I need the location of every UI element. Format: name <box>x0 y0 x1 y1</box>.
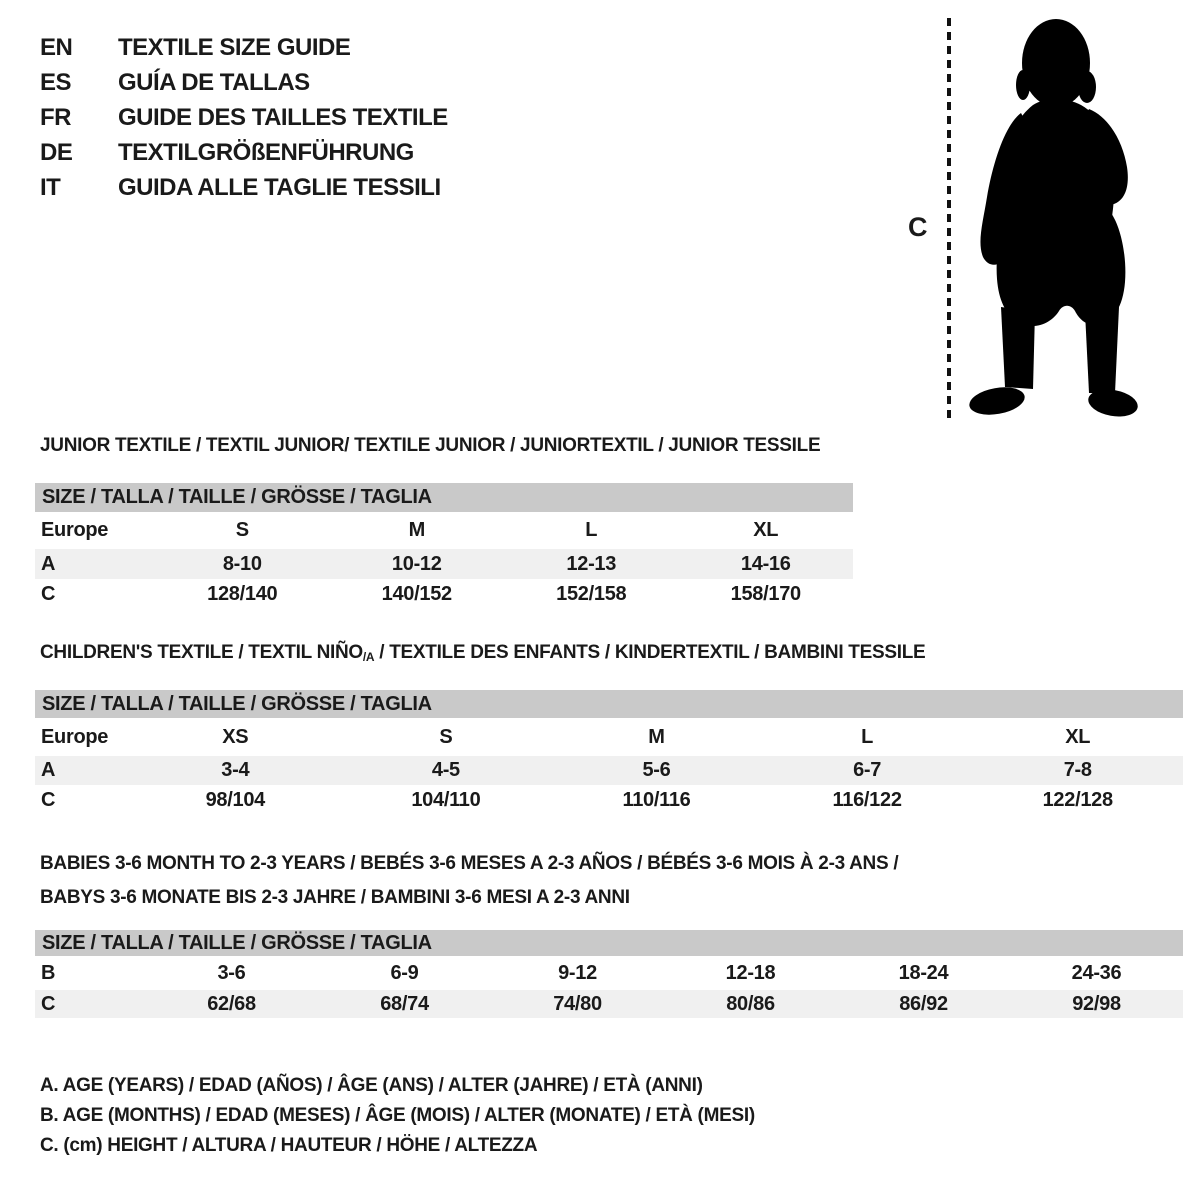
table-cell: 104/110 <box>411 788 481 811</box>
language-code: IT <box>40 173 61 201</box>
babies-section-title <box>40 847 898 915</box>
table-row <box>35 512 853 549</box>
table-cell: 152/158 <box>556 583 627 605</box>
babies-size-table <box>35 930 1183 1018</box>
table-cell: 98/104 <box>205 788 265 811</box>
table-cell: S <box>439 725 453 748</box>
table-cell: 10-12 <box>391 552 442 575</box>
table-cell: XS <box>222 725 249 748</box>
language-row <box>40 170 448 205</box>
children-section-title <box>40 642 925 664</box>
table-cell: 6-7 <box>853 759 882 781</box>
language-title: GUÍA DE TALLAS <box>118 68 310 96</box>
row-label: B <box>41 961 56 984</box>
table-cell: 110/116 <box>622 788 691 811</box>
table-cell: 62/68 <box>207 992 256 1015</box>
table-cell: 92/98 <box>1072 992 1121 1015</box>
size-header-bar: SIZE / TALLA / TAILLE / GRÖSSE / TAGLIA <box>35 483 853 512</box>
table-cell: XL <box>1065 725 1091 748</box>
language-row <box>40 30 448 65</box>
table-cell: M <box>648 725 665 748</box>
row-label: A <box>41 552 56 575</box>
language-code: DE <box>40 138 73 166</box>
table-cell: 116/122 <box>832 788 902 811</box>
table-row <box>35 579 853 610</box>
measure-label-c: C <box>908 212 928 242</box>
legend-line-b: B. AGE (MONTHS) / EDAD (MESES) / ÂGE (MOIS) / ALTER (MONATE) / ETÀ (MESI) <box>40 1105 755 1126</box>
language-code: EN <box>40 33 73 61</box>
table-cell: 12-18 <box>725 961 776 984</box>
table-cell: 9-12 <box>558 961 597 984</box>
table-cell: 3-4 <box>221 759 250 781</box>
language-title: TEXTILGRÖßENFÜHRUNG <box>118 138 414 166</box>
language-row <box>40 65 448 100</box>
table-cell: XL <box>753 519 779 541</box>
row-label: C <box>41 788 56 811</box>
legend <box>40 1071 755 1161</box>
table-row <box>35 785 1183 815</box>
size-header-bar: SIZE / TALLA / TAILLE / GRÖSSE / TAGLIA <box>35 690 1183 718</box>
children-title-pre: CHILDREN'S TEXTILE / TEXTIL NIÑO <box>40 642 363 663</box>
row-label: C <box>41 992 56 1015</box>
table-cell: M <box>408 519 425 541</box>
table-cell: 6-9 <box>390 961 419 984</box>
table-cell: 86/92 <box>899 992 948 1015</box>
table-row <box>35 756 1183 785</box>
table-row <box>35 549 853 579</box>
language-row <box>40 100 448 135</box>
table-cell: 140/152 <box>381 583 452 605</box>
language-code: FR <box>40 103 71 131</box>
babies-title-line2: BABYS 3-6 MONATE BIS 2-3 JAHRE / BAMBINI 3-6 MESI A 2-3 ANNI <box>40 887 630 908</box>
junior-section-title: JUNIOR TEXTILE / TEXTIL JUNIOR/ TEXTILE JUNIOR / JUNIORTEXTIL / JUNIOR TESSILE <box>40 435 821 456</box>
legend-line-a: A. AGE (YEARS) / EDAD (AÑOS) / ÂGE (ANS) / ALTER (JAHRE) / ETÀ (ANNI) <box>40 1075 703 1096</box>
row-label: Europe <box>41 519 109 541</box>
table-cell: L <box>585 519 598 541</box>
table-cell: 158/170 <box>730 583 801 605</box>
table-row <box>35 990 1183 1018</box>
table-cell: 3-6 <box>217 961 246 984</box>
babies-title-line1: BABIES 3-6 MONTH TO 2-3 YEARS / BEBÉS 3-6 MESES A 2-3 AÑOS / BÉBÉS 3-6 MOIS À 2-3 ANS / <box>40 853 899 874</box>
children-title-sub: /A <box>362 650 375 664</box>
language-title: GUIDE DES TAILLES TEXTILE <box>118 103 448 131</box>
legend-line-c: C. (cm) HEIGHT / ALTURA / HAUTEUR / HÖHE / ALTEZZA <box>40 1135 538 1156</box>
row-label: C <box>41 583 56 605</box>
table-cell: 4-5 <box>431 759 460 781</box>
children-title-post: / TEXTILE DES ENFANTS / KINDERTEXTIL / BAMBINI TESSILE <box>374 642 926 663</box>
size-header-bar: SIZE / TALLA / TAILLE / GRÖSSE / TAGLIA <box>35 930 1183 956</box>
language-code: ES <box>40 68 72 96</box>
table-cell: 128/140 <box>207 583 278 605</box>
language-title: TEXTILE SIZE GUIDE <box>118 33 351 61</box>
table-cell: 24-36 <box>1071 961 1122 984</box>
table-cell: L <box>861 725 874 748</box>
table-cell: 14-16 <box>740 552 791 575</box>
table-cell: 122/128 <box>1042 788 1113 811</box>
language-header <box>40 30 448 205</box>
table-cell: 74/80 <box>553 992 602 1015</box>
row-label: Europe <box>41 725 109 748</box>
table-cell: 80/86 <box>726 992 775 1015</box>
table-cell: 12-13 <box>566 552 617 575</box>
table-cell: 68/74 <box>380 992 429 1015</box>
toddler-silhouette-icon <box>963 17 1138 422</box>
row-label: A <box>41 759 56 781</box>
language-title: GUIDA ALLE TAGLIE TESSILI <box>118 173 441 201</box>
table-row <box>35 718 1183 756</box>
junior-size-table <box>35 483 853 610</box>
table-cell: 5-6 <box>642 759 671 781</box>
children-size-table <box>35 690 1183 815</box>
table-cell: S <box>235 519 249 541</box>
table-cell: 8-10 <box>222 552 262 575</box>
table-cell: 18-24 <box>898 961 949 984</box>
height-measure-dashed-line <box>946 18 952 418</box>
language-row <box>40 135 448 170</box>
table-row <box>35 956 1183 990</box>
table-cell: 7-8 <box>1063 759 1092 781</box>
